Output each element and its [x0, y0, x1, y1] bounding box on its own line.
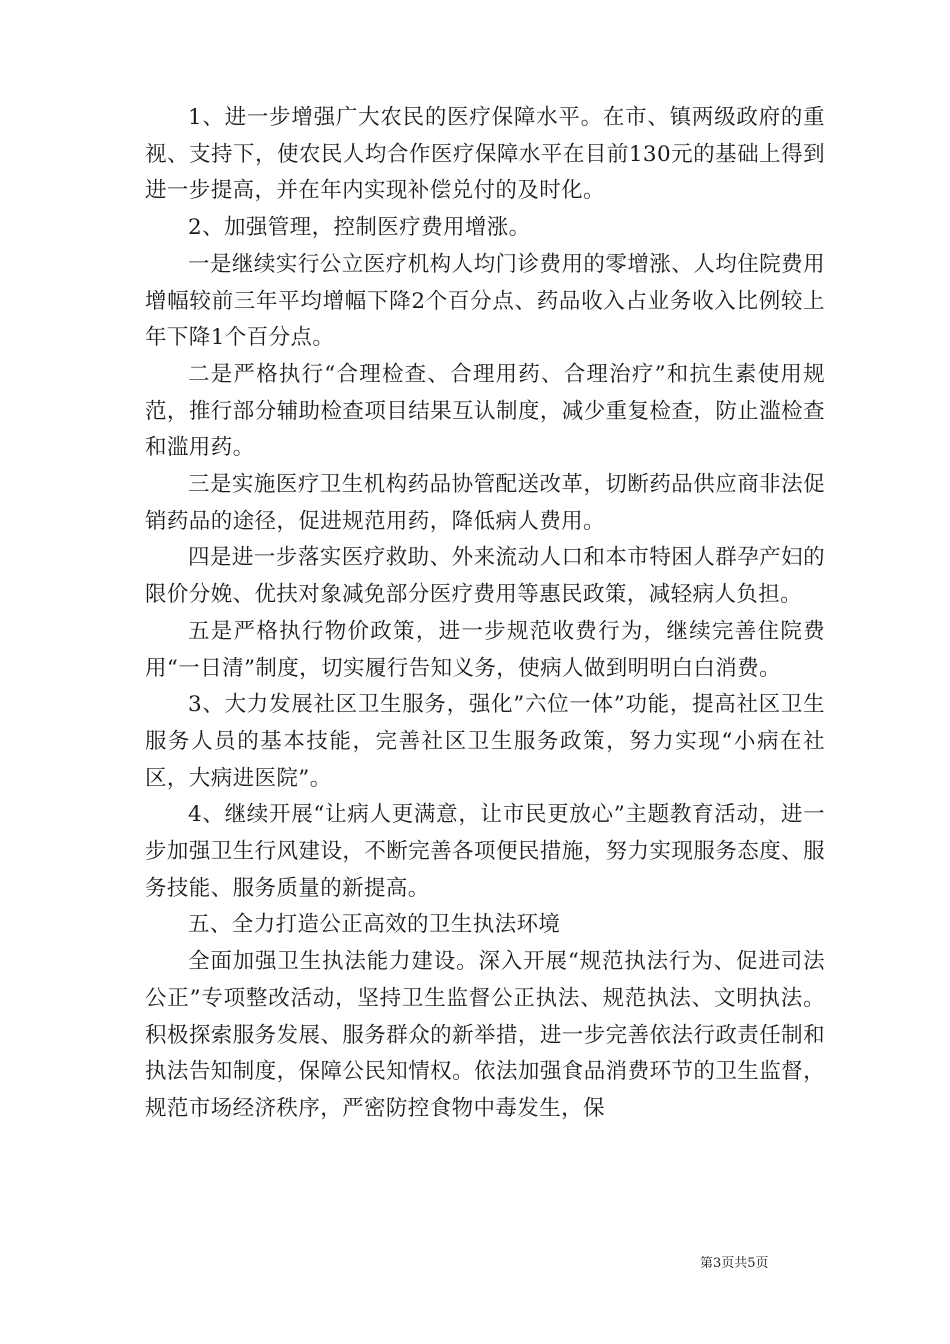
document-body	[145, 100, 825, 1128]
paragraph: 二是严格执行“合理检查、合理用药、合理治疗”和抗生素使用规范，推行部分辅助检查项目结果互认制度，减少重复检查，防止滥检查和滥用药。	[145, 361, 825, 461]
paragraph: 4、继续开展“让病人更满意，让市民更放心”主题教育活动，进一步加强卫生行风建设，不断完善各项便民措施，努力实现服务态度、服务技能、服务质量的新提高。	[145, 802, 825, 901]
paragraph: 四是进一步落实医疗救助、外来流动人口和本市特困人群孕产妇的限价分娩、优扶对象减免部分医疗费用等惠民政策，减轻病人负担。	[145, 545, 825, 608]
paragraph: 3、大力发展社区卫生服务，强化”六位一体”功能，提高社区卫生服务人员的基本技能，完善社区卫生服务政策，努力实现“小病在社区，大病进医院”。	[145, 692, 825, 791]
paragraph: 1、进一步增强广大农民的医疗保障水平。在市、镇两级政府的重视、支持下，使农民人均合作医疗保障水平在目前130元的基础上得到进一步提高，并在年内实现补偿兑付的及时化。	[145, 105, 825, 204]
paragraph: 三是实施医疗卫生机构药品协管配送改革，切断药品供应商非法促销药品的途径，促进规范用药，降低病人费用。	[145, 472, 825, 534]
page-number: 第3页共5页	[700, 1256, 769, 1271]
paragraph: 五是严格执行物价政策，进一步规范收费行为，继续完善住院费用“一日清”制度，切实履行告知义务，使病人做到明明白白消费。	[145, 618, 825, 681]
section-heading: 五、全力打造公正高效的卫生执法环境	[188, 912, 561, 938]
paragraph: 2、加强管理，控制医疗费用增涨。	[188, 215, 531, 241]
paragraph: 一是继续实行公立医疗机构人均门诊费用的零增涨、人均住院费用增幅较前三年平均增幅下降2个百分点、药品收入占业务收入比例较上年下降1个百分点。	[145, 251, 825, 351]
paragraph: 全面加强卫生执法能力建设。深入开展“规范执法行为、促进司法公正”专项整改活动，坚持卫生监督公正执法、规范执法、文明执法。积极探索服务发展、服务群众的新举措，进一步完善依法行政责任制和执法告知制度，保障公民知情权。依法加强食品消费环节的卫生监督，规范市场经济秩序，严密防控食物中毒发生，保	[145, 949, 825, 1121]
